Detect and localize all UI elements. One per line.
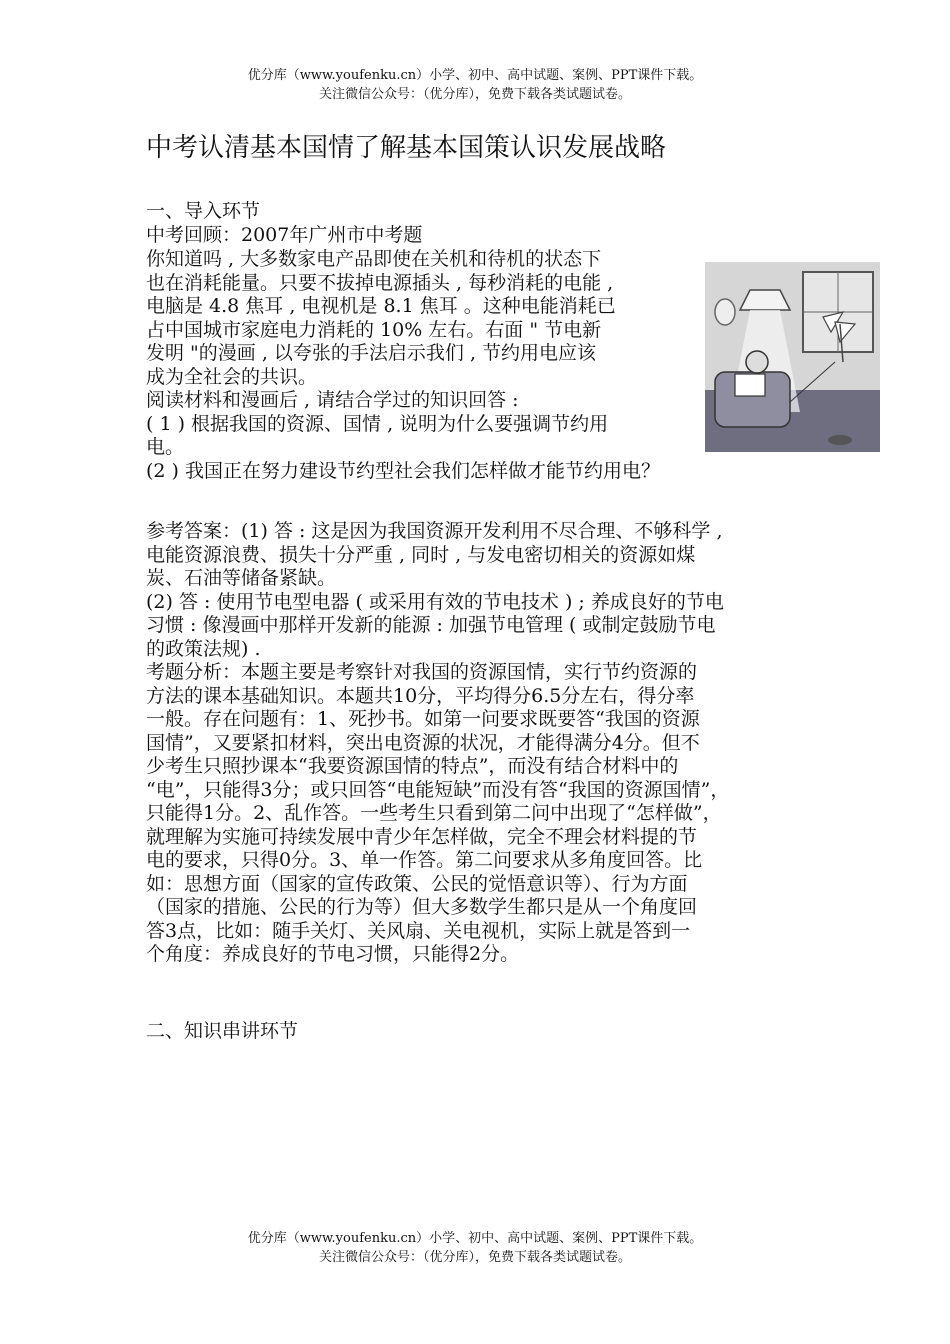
footer-line-1: 优分库（www.youfenku.cn）小学、初中、高中试题、案例、PPT课件下载。 xyxy=(247,1231,703,1246)
material-line: 发明 "的漫画 , 以夸张的手法启示我们 , 节约用电应该 xyxy=(146,342,597,364)
header-line-1: 优分库（www.youfenku.cn）小学、初中、高中试题、案例、PPT课件下载。 xyxy=(247,68,703,83)
analysis-line: 一般。存在问题有：1、死抄书。如第一问要求既要答“我国的资源 xyxy=(146,708,700,730)
answer-line: 习惯 : 像漫画中那样开发新的能源 : 加强节电管理 ( 或制定鼓励节电 xyxy=(146,614,716,636)
analysis-line: 就理解为实施可持续发展中青少年怎样做，完全不理会材料提的节 xyxy=(146,825,698,848)
section-1-heading: 一、导入环节 xyxy=(146,200,261,222)
analysis-line: 国情”，又要紧扣材料，突出电资源的状况，才能得满分4分。但不 xyxy=(146,731,700,754)
page-header xyxy=(0,66,950,104)
analysis-line: 少考生只照抄课本“我要资源国情的特点”，而没有结合材料中的 xyxy=(146,755,679,777)
question-prompt: 阅读材料和漫画后 , 请结合学过的知识回答 : xyxy=(146,389,519,411)
section-2 xyxy=(146,1020,816,1044)
answer-line: 电能资源浪费、损失十分严重 , 同时 , 与发电密切相关的资源如煤 xyxy=(146,543,696,566)
section-1-intro xyxy=(146,200,816,247)
answer-line: 参考答案：(1) 答 : 这是因为我国资源开发利用不尽合理、不够科学 , xyxy=(146,520,723,542)
analysis-line: 只能得1分。2、乱作答。一些考生只看到第二问中出现了“怎样做”， xyxy=(146,802,722,824)
page-title: 中考认清基本国情了解基本国策认识发展战略 xyxy=(146,133,667,163)
energy-saving-cartoon xyxy=(705,262,880,452)
question-2: (2 ) 我国正在努力建设节约型社会我们怎样做才能节约用电？ xyxy=(146,459,660,482)
analysis-line: 如：思想方面（国家的宣传政策、公民的觉悟意识等）、行为方面 xyxy=(146,872,688,895)
answer-line: 的政策法规) . xyxy=(146,637,261,660)
analysis-line: 方法的课本基础知识。本题共10分，平均得分6.5分左右，得分率 xyxy=(146,684,695,707)
footer-line-2: 关注微信公众号：（优分库），免费下载各类试题试卷。 xyxy=(318,1250,631,1265)
exam-review-label: 中考回顾：2007年广州市中考题 xyxy=(146,223,423,246)
answer-line: 炭、石油等储备紧缺。 xyxy=(146,567,337,589)
question-1-cont: 电。 xyxy=(146,436,185,458)
answer-paragraph xyxy=(146,520,816,967)
analysis-line: 电的要求，只得0分。3、单一作答。第二问要求从多角度回答。比 xyxy=(146,849,703,871)
page-footer xyxy=(0,1229,950,1267)
analysis-line: 答3点，比如：随手关灯、关风扇、关电视机，实际上就是答到一 xyxy=(146,919,691,942)
material-line: 占中国城市家庭电力消耗的 10% 左右。右面 " 节电新 xyxy=(146,318,602,341)
header-line-2: 关注微信公众号：（优分库），免费下载各类试题试卷。 xyxy=(318,87,631,102)
analysis-line: （国家的措施、公民的行为等）但大多数学生都只是从一个角度回 xyxy=(146,896,698,918)
material-line: 电脑是 4.8 焦耳 , 电视机是 8.1 焦耳 。这种电能消耗已 xyxy=(146,295,616,317)
material-line: 你知道吗 , 大多数家电产品即使在关机和待机的状态下 xyxy=(146,248,602,270)
analysis-line: 个角度：养成良好的节电习惯，只能得2分。 xyxy=(146,943,520,965)
material-line: 成为全社会的共识。 xyxy=(146,365,318,388)
analysis-line: 考题分析：本题主要是考察针对我国的资源国情，实行节约资源的 xyxy=(146,661,698,683)
question-1: ( 1 ) 根据我国的资源、国情 , 说明为什么要强调节约用 xyxy=(146,412,609,435)
analysis-line: “电”，只能得3分；或只回答“电能短缺”而没有答“我国的资源国情”， xyxy=(146,778,730,801)
section-2-heading: 二、知识串讲环节 xyxy=(146,1020,299,1042)
material-line: 也在消耗能量。只要不拔掉电源插头 , 每秒消耗的电能 , xyxy=(146,271,614,294)
answer-line: (2) 答 : 使用节电型电器 ( 或采用有效的节电技术 ) ; 养成良好的节电 xyxy=(146,590,724,613)
